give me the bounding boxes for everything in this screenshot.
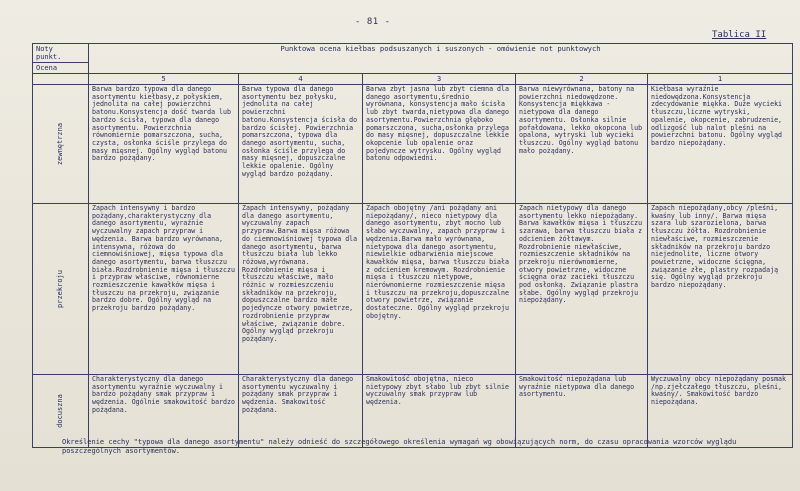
- cell-appearance-4: Barwa typowa dla danego asortymentu bez połysku, jednolita na całej powierzchni batonu.Konsystencja ścisła do bardzo ścisłej. Powierzchnia pomarszczona, typowa dla danego asortymentu, sucha, osłonka ściśle przylega do masy mięsnej, dopuszczalne lekkie opalenie. Ogólny wygląd bardzo pożądany.: [239, 85, 363, 204]
- score-1: 1: [648, 74, 793, 85]
- cell-appearance-1: Kiełbasa wyraźnie niedowędzona.Konsystencja zdecydowanie miękka. Duże wycieki tłuszczu,liczne wytryski, opalenie, okopcenie, zabrudzenie, odlizgość lub nalot pleśni na powierzchni batonu. Ogólny wygląd bardzo niepożądany.: [648, 85, 793, 204]
- cell-taste-1: Wyczuwalny obcy niepożądany posmak /np.zjełczałego tłuszczu, pleśni, kwaśny/. Smakowitość bardzo niepożądana.: [648, 375, 793, 448]
- cell-cross-section-1: Zapach niepożądany,obcy /pleśni, kwaśny lub inny/. Barwa mięsa szara lub szarozielona, barwa tłuszczu żółta. Rozdrobnienie niewłaściwe, rozmieszczenie składników na przekroju bardzo niejednolite, liczne otwory powietrzne, widoczne ścięgna, związanie złe, plastry rozpadają się. Ogólny wygląd przekroju bardzo niepożądany.: [648, 204, 793, 375]
- cell-cross-section-2: Zapach nietypowy dla danego asortymentu lekko niepożądany. Barwa kawałków mięsa i tłuszczu szarawa, barwa tłuszczu biała z odcieniem żółtawym. Rozdrobnienie niewłaściwe, rozmieszczenie składników na przekroju nierównomierne, otwory powietrzne, widoczne ścięgna oraz zacieki tłuszczu pod osłonką. Związanie plastra słabe. Ogólny wygląd przekroju niepożądany.: [516, 204, 648, 375]
- cell-taste-5: Charakterystyczny dla danego asortymentu wyraźnie wyczuwalny i bardzo pożądany smak przypraw i wędzenia. Ogólnie smakowitość bardzo pożądana.: [89, 375, 239, 448]
- cell-cross-section-3: Zapach obojętny /ani pożądany ani niepożądany/, nieco nietypowy dla danego asortymentu, zbyt mocno lub słabo wyczuwalny, zapach przypraw i wędzenia.Barwa mało wyrównana, nietypowa dla danego asortymentu, niewielkie odbarwienia miejscowe kawałków mięsa, barwa tłuszczu biała z odcieniem kremowym. Rozdrobnienie mięsa i tłuszczu nietypowe, nierównomierne rozmieszczenie mięsa i tłuszczu na przekroju,dopuszczalne otwory powietrze, związanie dostateczne. Ogólny wygląd przekroju obojętny.: [363, 204, 516, 375]
- page-number: - 81 -: [355, 17, 391, 27]
- cell-appearance-5: Barwa bardzo typowa dla danego asortymentu kiełbasy,z połyskiem, jednolita na całej powierzchni batonu.Konsystencja dość twarda lub bardzo ścisła, typowa dla danego asortymentu. Powierzchnia równomiernie pomarszczona, sucha, czysta, osłonka ściśle przylega do masy mięsnej. Ogólny wygląd batonu bardzo pożądany.: [89, 85, 239, 204]
- cell-taste-4: Charakterystyczny dla danego asortymentu wyczuwalny i pożądany smak przypraw i wędzenia. Smakowitość pożądana.: [239, 375, 363, 448]
- corner-header-rating: Ocena: [33, 63, 89, 74]
- cell-taste-2: Smakowitość niepożądana lub wyraźnie nietypowa dla danego asortymentu.: [516, 375, 648, 448]
- cell-cross-section-4: Zapach intensywny, pożądany dla danego asortymentu, wyczuwalny zapach przypraw.Barwa mięsa różowa do ciemnowiśniowej typowa dla danego asortymentu, barwa tłuszczu biała lub lekko różowa,wyrównana. Rozdrobnienie mięsa i tłuszczu właściwe, mało różnic w rozmieszczeniu składników na przekroju, dopuszczalne bardzo małe pojedyncze otwory powietrze, rozdrobnienie przypraw właściwe, związanie dobre. Ogólny wygląd przekroju pożądany.: [239, 204, 363, 375]
- score-4: 4: [239, 74, 363, 85]
- table-row: [33, 204, 793, 375]
- cell-taste-3: Smakowitość obojętna, nieco nietypowy zbyt słabo lub zbyt silnie wyczuwalny smak przypraw lub wędzenia.: [363, 375, 516, 448]
- table-row: [33, 375, 793, 448]
- row-label-appearance: zewnętrzna: [33, 85, 89, 204]
- row-label-cross-section: przekroju: [33, 204, 89, 375]
- score-5: 5: [89, 74, 239, 85]
- footnote: Określenie cechy "typowa dla danego asortymentu" należy odnieść do szczegółowego określenia wymagań wg obowiązujących norm, do czasu opracowania wzorców wyglądu poszczególnych asortymentów.: [62, 438, 737, 455]
- score-corner-blank: [33, 74, 89, 85]
- corner-header-points: Noty punkt.: [33, 44, 89, 63]
- evaluation-table: [32, 43, 793, 448]
- cell-appearance-3: Barwa zbyt jasna lub zbyt ciemna dla danego asortymentu,średnio wyrównana, konsystencja mało ścisła lub zbyt twarda,nietypowa dla danego asortymentu.Powierzchnia głęboko pomarszczona, sucha,osłonka przylega do masy mięsnej, dopuszczalne lekkie okopcenie lub opalenie oraz pojedyncze wytrysku. Ogólny wygląd batonu odpowiedni.: [363, 85, 516, 204]
- cell-cross-section-5: Zapach intensywny i bardzo pożądany,charakterystyczny dla danego asortymentu, wyraźnie wyczuwalny zapach przypraw i wędzenia. Barwa bardzo wyrównana, intensywna, różowa do ciemnowiśniowej, mięsa typowa dla danego asortymentu, barwa tłuszczu biała.Rozdrobnienie mięsa i tłuszczu i przypraw właściwe, równomierne rozmieszczenie kawałków mięsa i tłuszczu na przekroju, związanie bardzo dobre. Ogólny wygląd na przekroju bardzo pożądany.: [89, 204, 239, 375]
- table-title: Punktowa ocena kiełbas podsuszanych i suszonych - omówienie not punktowych: [89, 44, 793, 74]
- table-row: [33, 85, 793, 204]
- row-label-taste: docuszna: [33, 375, 89, 448]
- score-2: 2: [516, 74, 648, 85]
- table-label: Tablica II: [712, 30, 767, 40]
- cell-appearance-2: Barwa niewyrównana, batony na powierzchni niedowędzone. Konsystencja miękkawa - nietypowa dla danego asortymentu. Osłonka silnie pofałdowana, lekko okopcona lub opalona, wytryski lub wycieki tłuszczu. Ogólny wygląd batonu mało pożądany.: [516, 85, 648, 204]
- score-3: 3: [363, 74, 516, 85]
